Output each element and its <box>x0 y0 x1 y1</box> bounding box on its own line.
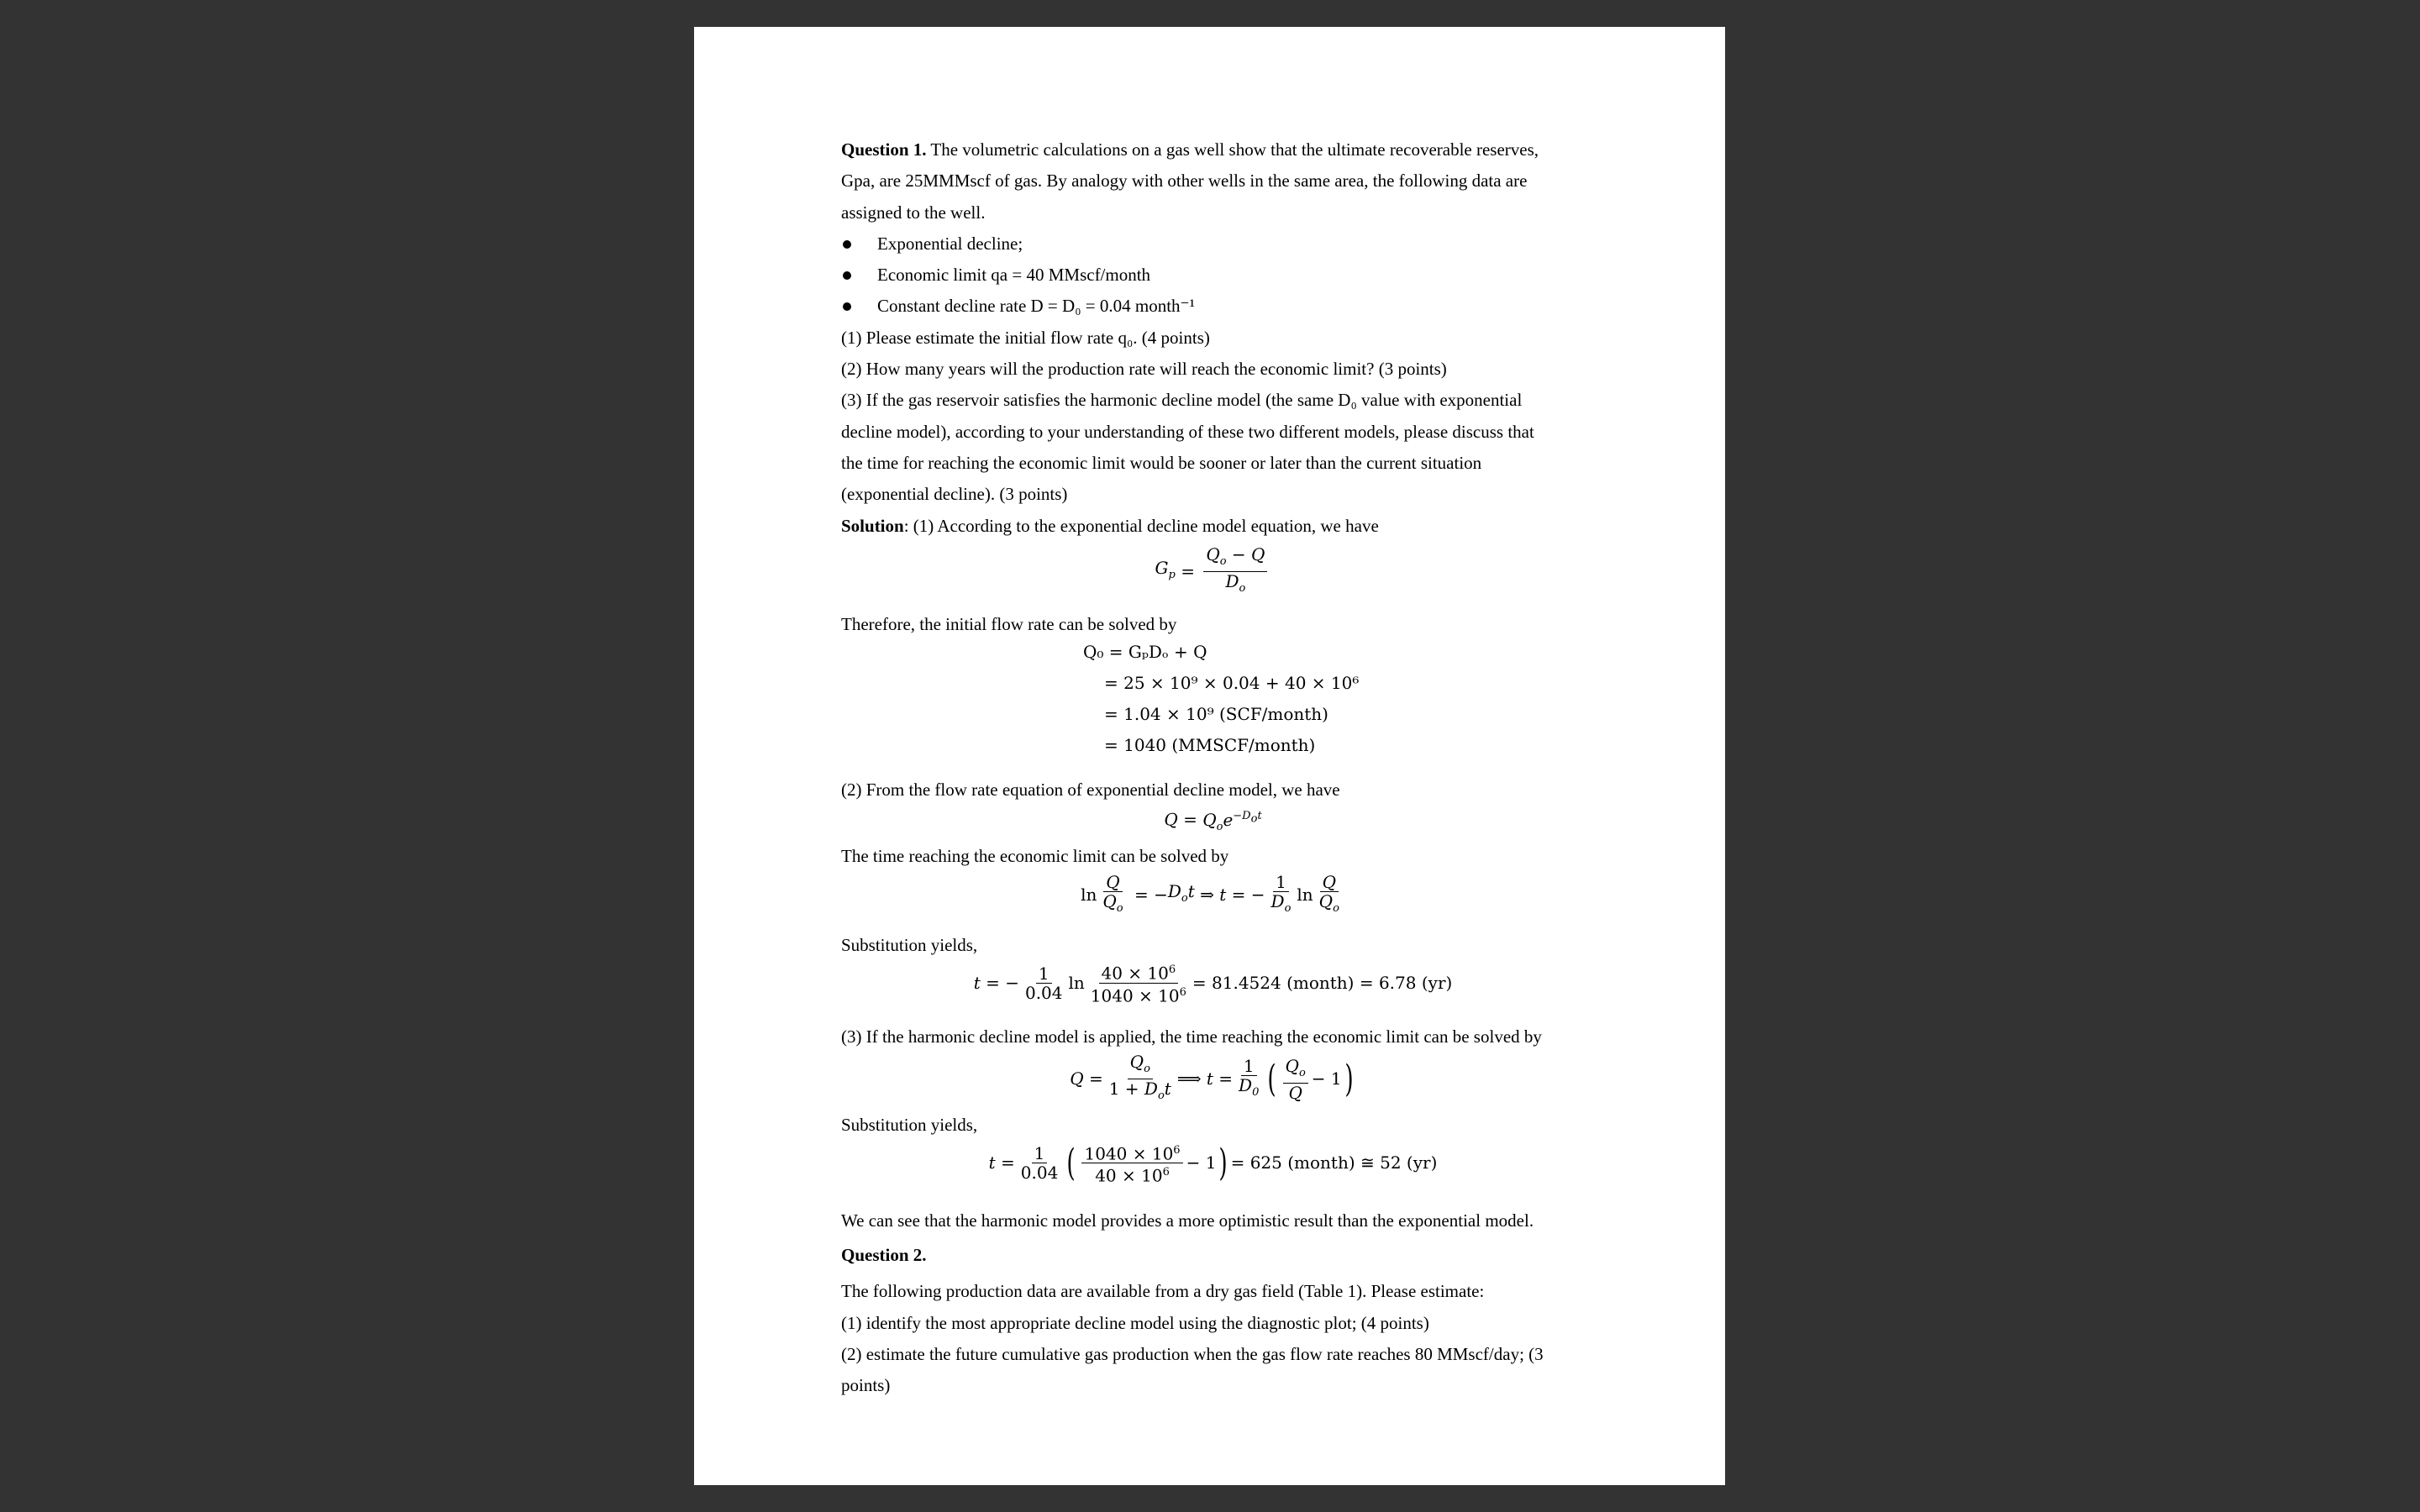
solution-text-2: (2) From the flow rate equation of exponential decline model, we have <box>841 780 1340 801</box>
q2-line-2: (1) identify the most appropriate decline model using the diagnostic plot; (4 points) <box>841 1312 1429 1333</box>
bullet-item: Economic limit qa = 40 MMscf/month <box>841 260 1585 291</box>
equation-line: = 1.04 × 10⁹ (SCF/month) <box>1104 704 1328 725</box>
equation-time-exp: ln $\frac{Q}{Q_o}$ = − $D_ot$ ⇒ t = − $\frac{1}{D_o}$ ln $\frac{Q}{Q_o}$ <box>1081 871 1339 915</box>
q1-intro <box>841 134 1585 165</box>
solution-text-3: (3) If the harmonic decline model is applied, the time reaching the economic limit can be solved by <box>841 1026 1542 1047</box>
conclusion-text: We can see that the harmonic model provides a more optimistic result than the exponential model. <box>841 1210 1534 1231</box>
solution-heading: Solution <box>841 515 904 536</box>
equation-t1-result: = 81.4524 (month) = 6.78 (yr) <box>1192 972 1453 993</box>
q1-part3-2: decline model), according to your understanding of these two different models, please discuss that <box>841 421 1534 442</box>
q1-part1: (1) Please estimate the initial flow rate q₀. (4 points) <box>841 327 1210 348</box>
q1-part3-1: (3) If the gas reservoir satisfies the harmonic decline model (the same D₀ value with exponential <box>841 390 1523 411</box>
document-page <box>694 27 1725 1485</box>
q1-part3-3: the time for reaching the economic limit would be sooner or later than the current situation <box>841 452 1482 473</box>
q1-part3-4: (exponential decline). (3 points) <box>841 484 1068 505</box>
equation-t2-result: = 625 (month) ≅ 52 (yr) <box>1230 1152 1438 1173</box>
equation-harmonic: Q = $\frac{Q_o}{1 + D_ot}$ ⟹ t = $\frac{1}{D_0}$ ( $\frac{Q_o}{Q}$ − 1 ) <box>1070 1052 1354 1103</box>
solution-text-1b: Therefore, the initial flow rate can be solved by <box>841 613 1177 634</box>
substitution-label-1: Substitution yields, <box>841 934 978 955</box>
solution-line-1 <box>841 511 1585 542</box>
q1-intro-2: Gpa, are 25MMMscf of gas. By analogy with other wells in the same area, the following data are <box>841 171 1528 192</box>
equation-line: Q₀ = GₚDₒ + Q <box>1083 642 1207 663</box>
q2-heading-line <box>841 1240 1585 1271</box>
q1-heading: Question 1. <box>841 139 927 160</box>
q2-line-4: points) <box>841 1375 891 1396</box>
document-content <box>841 134 1585 1401</box>
q1-part2: (2) How many years will the production rate will reach the economic limit? (3 points) <box>841 359 1447 380</box>
equation-t1: t = − $\frac{1}{0.04}$ ln $\frac{40 \times 10^6}{1040 \times 10^6}$ = 81.4524 (month) = 6.78 (yr) <box>841 961 1585 1021</box>
equation-gp: $G_p$ = $\frac{Q_o - Q}{D_o}$ <box>841 542 1585 609</box>
q1-intro-3: assigned to the well. <box>841 202 986 223</box>
solution-text-1: : (1) According to the exponential decline model equation, we have <box>903 515 1379 536</box>
q2-line-1: The following production data are available from a dry gas field (Table 1). Please estimate: <box>841 1281 1485 1302</box>
equation-line: = 1040 (MMSCF/month) <box>1104 735 1316 756</box>
equation-line: = 25 × 10⁹ × 0.04 + 40 × 10⁶ <box>1104 673 1360 694</box>
q2-heading: Question 2. <box>841 1244 927 1265</box>
equation-exp-rate: $Q = Q_oe^{-D_ot}$ <box>1164 810 1262 834</box>
solution-text-2b: The time reaching the economic limit can be solved by <box>841 846 1229 867</box>
q2-line-3: (2) estimate the future cumulative gas production when the gas flow rate reaches 80 MMscf/day; (3 <box>841 1343 1544 1364</box>
q1-intro-1: The volumetric calculations on a gas well show that the ultimate recoverable reserves, <box>926 139 1539 160</box>
substitution-label-2: Substitution yields, <box>841 1115 978 1136</box>
bullet-item: Exponential decline; <box>841 228 1585 260</box>
bullet-item: Constant decline rate D = D₀ = 0.04 month⁻¹ <box>841 291 1585 322</box>
equation-q0-block <box>841 640 1585 774</box>
equation-t2: t = $\frac{1}{0.04}$ ( $\frac{1040 \times 10^6}{40 \times 10^6}$ − 1 ) = 625 (month) ≅ 52 (yr) <box>988 1141 1438 1186</box>
